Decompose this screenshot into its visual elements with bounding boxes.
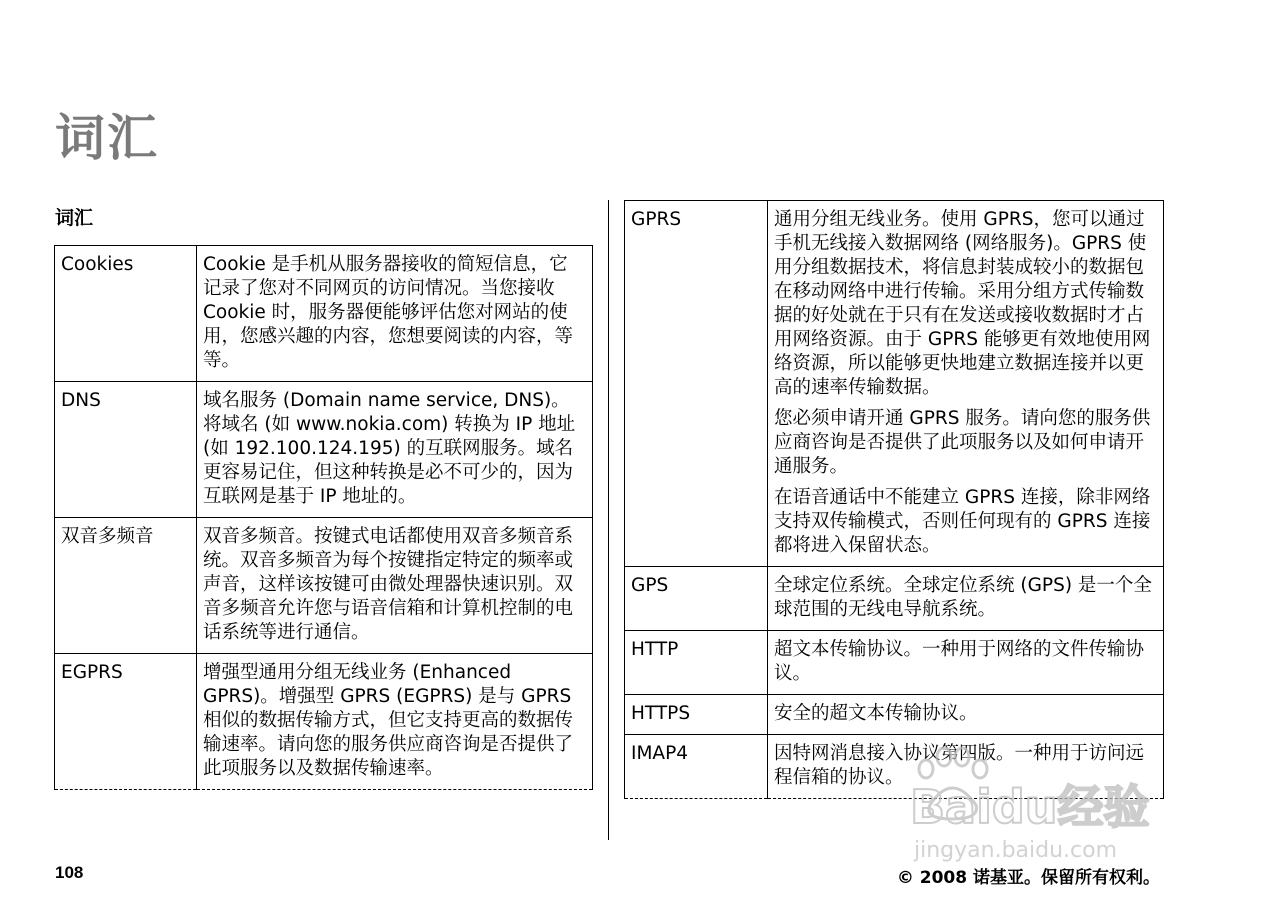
page-title: 词汇 <box>55 109 159 167</box>
glossary-term: Cookies <box>55 246 197 382</box>
glossary-definition <box>197 382 593 518</box>
glossary-term: 双音多频音 <box>55 518 197 654</box>
glossary-term: IMAP4 <box>625 735 768 799</box>
glossary-definition <box>197 654 593 790</box>
glossary-definition <box>768 567 1164 631</box>
glossary-definition <box>768 735 1164 799</box>
definition-paragraph: 您必须申请开通 GPRS 服务。请向您的服务供应商咨询是否提供了此项服务以及如何申请开通服务。 <box>774 408 1151 477</box>
definition-paragraph: 通用分组无线业务。使用 GPRS，您可以通过手机无线接入数据网络 (网络服务)。GPRS 使用分组数据技术，将信息封装成较小的数据包在移动网络中进行传输。采用分组方式传输数据的好处就在于只有在发送或接收数据时才占用网络资源。由于 GPRS 能够更有效地使用网络资源，所以能够更快地建立数据连接并以更高的速率传输数据。 <box>774 209 1151 398</box>
glossary-term: GPRS <box>625 201 768 567</box>
definition-paragraph: 增强型通用分组无线业务 (Enhanced GPRS)。增强型 GPRS (EGPRS) 是与 GPRS 相似的数据传输方式，但它支持更高的数据传输速率。请向您的服务供应商咨询是否提供了此项服务以及数据传输速率。 <box>203 662 574 779</box>
glossary-definition <box>197 518 593 654</box>
glossary-row <box>55 654 593 790</box>
glossary-row <box>55 518 593 654</box>
glossary-term: DNS <box>55 382 197 518</box>
page-number: 108 <box>55 863 84 882</box>
definition-paragraph: 双音多频音。按键式电话都使用双音多频音系统。双音多频音为每个按键指定特定的频率或声音，这样该按键可由微处理器快速识别。双音多频音允许您与语音信箱和计算机控制的电话系统等进行通信。 <box>203 526 574 643</box>
definition-paragraph: 因特网消息接入协议第四版。一种用于访问远程信箱的协议。 <box>774 743 1145 788</box>
copyright-notice: © 2008 诺基亚。保留所有权利。 <box>896 868 1160 888</box>
definition-paragraph: 超文本传输协议。一种用于网络的文件传输协议。 <box>774 639 1145 684</box>
glossary-row <box>625 631 1164 695</box>
glossary-row <box>55 246 593 382</box>
section-title: 词汇 <box>55 207 94 229</box>
definition-paragraph: 域名服务 (Domain name service, DNS)。将域名 (如 www.nokia.com) 转换为 IP 地址 (如 192.100.124.195) 的互联网服务。域名更容易记住，但这种转换是必不可少的，因为互联网是基于 IP 地址的。 <box>203 390 576 507</box>
glossary-row <box>55 382 593 518</box>
glossary-definition <box>197 246 593 382</box>
glossary-row <box>625 567 1164 631</box>
definition-paragraph: 在语音通话中不能建立 GPRS 连接，除非网络支持双传输模式，否则任何现有的 GPRS 连接都将进入保留状态。 <box>774 487 1151 556</box>
glossary-term: HTTP <box>625 631 768 695</box>
glossary-term: HTTPS <box>625 695 768 735</box>
glossary-definition <box>768 695 1164 735</box>
column-divider <box>608 200 609 840</box>
glossary-definition <box>768 631 1164 695</box>
glossary-term: EGPRS <box>55 654 197 790</box>
glossary-row <box>625 695 1164 735</box>
glossary-table-right <box>624 200 1164 799</box>
svg-text:jingyan.baidu.com: jingyan.baidu.com <box>914 838 1118 863</box>
definition-paragraph: 安全的超文本传输协议。 <box>774 703 978 724</box>
glossary-definition <box>768 201 1164 567</box>
glossary-table-left <box>54 245 593 790</box>
definition-paragraph: 全球定位系统。全球定位系统 (GPS) 是一个全球范围的无线电导航系统。 <box>774 575 1152 620</box>
glossary-term: GPS <box>625 567 768 631</box>
svg-text:Baidu经验: Baidu经验 <box>910 780 1150 834</box>
glossary-row <box>625 735 1164 799</box>
definition-paragraph: Cookie 是手机从服务器接收的简短信息，它记录了您对不同网页的访问情况。当您接收 Cookie 时，服务器便能够评估您对网站的使用，您感兴趣的内容，您想要阅读的内容，等等。 <box>203 254 574 371</box>
glossary-row <box>625 201 1164 567</box>
